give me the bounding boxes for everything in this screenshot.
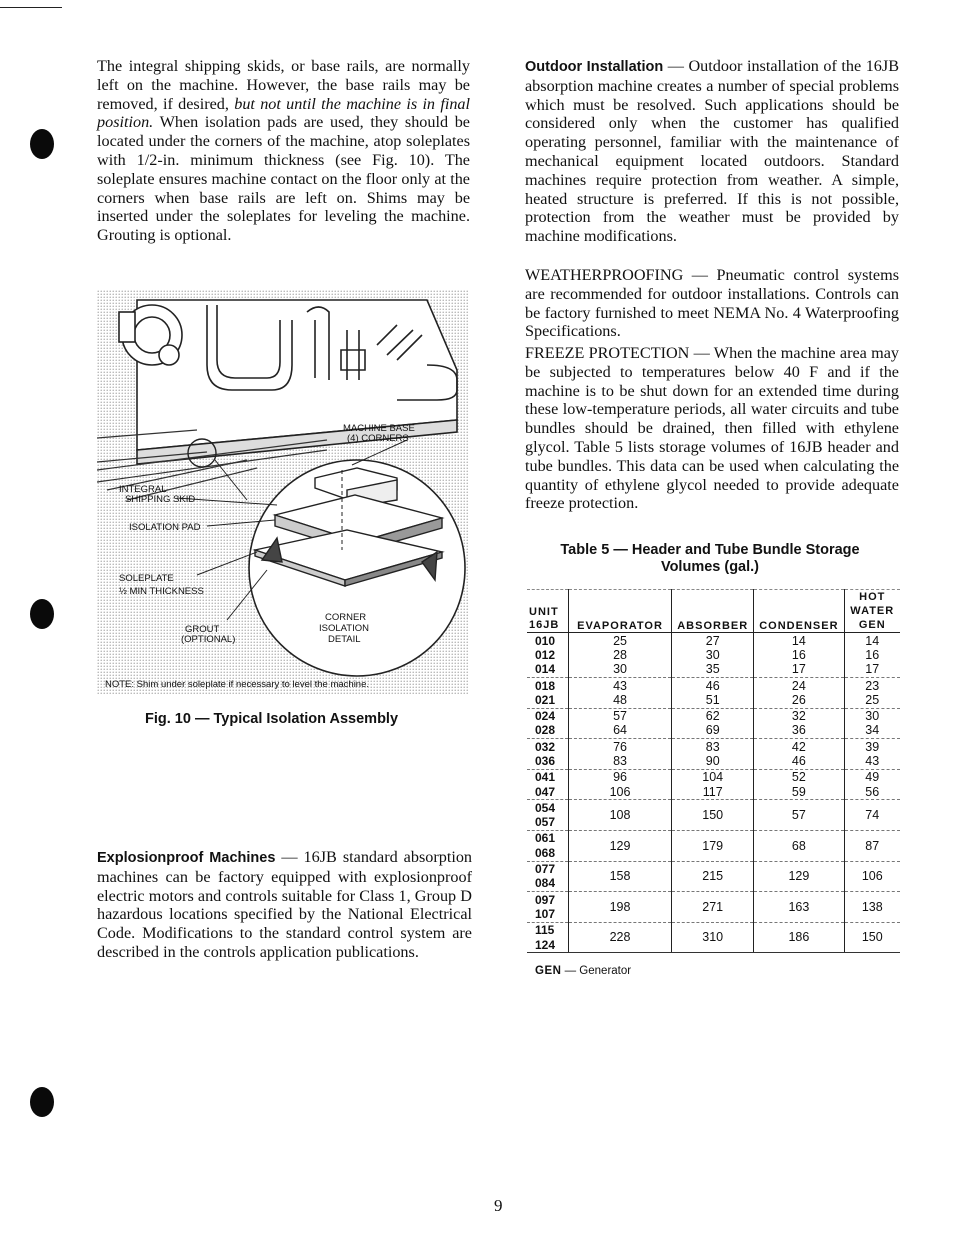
label-integral-skid-2: SHIPPING SKID [125, 494, 196, 505]
cell-absorber-value: 35 [705, 662, 720, 677]
cell-unit [527, 739, 568, 770]
cell-evaporator [568, 678, 671, 709]
figure-note: NOTE: Shim under soleplate if necessary to level the machine. [105, 679, 370, 690]
cell-hot-water-gen-value: 17 [865, 662, 880, 677]
cell-condenser-value: 14 [791, 633, 806, 648]
cell-unit-value: 047 [535, 784, 556, 799]
cell-hot-water-gen-value: 16 [865, 647, 880, 662]
top-rule [0, 7, 62, 8]
cell-absorber-value: 62 [705, 709, 720, 724]
table-row [527, 769, 900, 800]
cell-hot-water-gen [844, 861, 900, 892]
cell-hot-water-gen-value: 30 [865, 709, 880, 724]
cell-unit-value: 115 [535, 923, 555, 938]
table-row [527, 800, 900, 831]
cell-absorber-value: 310 [702, 930, 724, 945]
cell-absorber [672, 678, 754, 709]
table-row [527, 633, 900, 678]
table-row [527, 739, 900, 770]
table-row [527, 892, 900, 923]
cell-evaporator-value: 76 [613, 739, 627, 754]
cell-unit-value: 077 [535, 862, 556, 877]
cell-unit-value: 057 [535, 815, 556, 830]
cell-absorber-value: 51 [705, 692, 720, 707]
cell-evaporator-value: 57 [613, 709, 627, 724]
page-number: 9 [494, 1196, 503, 1215]
label-corner-detail-2: ISOLATION [319, 623, 369, 634]
cell-unit-value: 068 [535, 845, 556, 860]
table-title-line1: Table 5 — Header and Tube Bundle Storage [560, 542, 860, 558]
cell-condenser-value: 24 [791, 678, 806, 693]
cell-evaporator-value: 158 [609, 869, 631, 884]
cell-unit [527, 830, 568, 861]
label-grout-1: GROUT [185, 624, 220, 635]
cell-condenser-value: 16 [791, 647, 806, 662]
cell-condenser-value: 59 [791, 784, 806, 799]
cell-unit-value: 024 [535, 709, 556, 724]
cell-evaporator-value: 198 [609, 899, 631, 914]
cell-condenser-value: 26 [791, 692, 806, 707]
label-integral-skid-1: INTEGRAL [119, 484, 167, 495]
cell-condenser [754, 633, 844, 678]
cell-hot-water-gen [844, 800, 900, 831]
label-grout-2: (OPTIONAL) [181, 634, 236, 645]
cell-condenser-value: 163 [788, 899, 810, 914]
storage-volumes-table [527, 589, 900, 953]
isolation-assembly-illustration [97, 290, 469, 694]
cell-condenser [754, 708, 844, 739]
cell-absorber [672, 739, 754, 770]
cell-absorber-value: 90 [705, 753, 720, 768]
figure-caption: Fig. 10 — Typical Isolation Assembly [145, 711, 399, 727]
label-corner-detail-3: DETAIL [328, 634, 361, 645]
cell-absorber [672, 633, 754, 678]
cell-condenser [754, 739, 844, 770]
cell-condenser-value: 36 [791, 723, 806, 738]
cell-condenser-value: 68 [791, 838, 806, 853]
cell-unit-value: 010 [535, 633, 556, 648]
cell-evaporator-value: 106 [609, 784, 631, 799]
cell-evaporator [568, 633, 671, 678]
table-header-row [527, 590, 900, 633]
cell-evaporator [568, 739, 671, 770]
cell-absorber [672, 861, 754, 892]
cell-unit-value: 041 [535, 770, 556, 785]
cell-condenser-value: 186 [788, 930, 810, 945]
cell-condenser-value: 32 [791, 709, 806, 724]
outdoor-installation-paragraph [525, 57, 899, 246]
cell-absorber-value: 150 [702, 808, 724, 823]
cell-condenser [754, 678, 844, 709]
cell-unit [527, 708, 568, 739]
label-corner-detail-1: CORNER [325, 612, 367, 623]
cell-evaporator-value: 25 [613, 633, 627, 648]
cell-evaporator-value: 83 [613, 753, 627, 768]
cell-evaporator-value: 43 [613, 678, 627, 693]
cell-evaporator [568, 708, 671, 739]
cell-evaporator [568, 769, 671, 800]
cell-hot-water-gen-value: 138 [861, 899, 883, 914]
cell-unit-value: 084 [535, 876, 556, 891]
table-row [527, 922, 900, 953]
cell-unit-value: 018 [535, 678, 556, 693]
skid-text-part2: When isolation pads are used, they should be located under the corners of the machine, atop soleplates with 1/2-in. minimum thickness (see Fig. 10). The soleplate ensures machine contact on the floor only at the corners when base rails are left on. Shims may be inserted under the soleplates for leveling the machine. Grouting is optional. [97, 113, 470, 245]
cell-absorber [672, 922, 754, 953]
header-evaporator: EVAPORATOR [568, 590, 671, 633]
table-title-line2: Volumes (gal.) [660, 559, 760, 575]
cell-hot-water-gen [844, 830, 900, 861]
cell-hot-water-gen-value: 87 [865, 838, 880, 853]
cell-condenser-value: 52 [791, 770, 806, 785]
header-condenser: CONDENSER [754, 590, 844, 633]
label-soleplate: SOLEPLATE [119, 573, 174, 584]
cell-absorber-value: 215 [702, 869, 724, 884]
label-machine-base-2: (4) CORNERS [347, 433, 409, 444]
cell-unit-value: 021 [535, 692, 556, 707]
cell-unit-value: 107 [535, 906, 556, 921]
cell-evaporator [568, 922, 671, 953]
cell-evaporator [568, 800, 671, 831]
cell-evaporator-value: 228 [609, 930, 631, 945]
cell-evaporator-value: 28 [613, 647, 627, 662]
cell-hot-water-gen-value: 150 [861, 930, 883, 945]
binder-hole-middle [30, 599, 54, 629]
cell-hot-water-gen-value: 14 [865, 633, 880, 648]
cell-condenser [754, 861, 844, 892]
cell-unit-value: 032 [535, 739, 556, 754]
cell-absorber-value: 69 [705, 723, 720, 738]
outdoor-text: — Outdoor installation of the 16JB absorption machine creates a number of special problems which must be resolved. Such applications should be considered only when the customer has qualified operating personnel, familiar with the maintenance of mechanical equipment located outdoors. Standard machines require protection from weather. A simple, heated structure is preferred. If this is not possible, protection from the weather must be provided by machine modifications. [525, 57, 900, 246]
cell-hot-water-gen-value: 106 [861, 869, 883, 884]
cell-evaporator-value: 30 [613, 662, 627, 677]
cell-hot-water-gen-value: 34 [865, 723, 880, 738]
skid-paragraph [97, 57, 470, 245]
cell-absorber-value: 30 [705, 647, 720, 662]
footnote-text: — Generator [561, 965, 632, 977]
cell-condenser-value: 129 [788, 869, 810, 884]
cell-absorber-value: 104 [702, 770, 724, 785]
cell-absorber [672, 800, 754, 831]
cell-unit [527, 892, 568, 923]
label-min-thickness: ½ MIN THICKNESS [119, 586, 204, 597]
cell-evaporator-value: 64 [613, 723, 627, 738]
header-unit: UNIT 16JB [527, 590, 568, 633]
cell-hot-water-gen-value: 56 [865, 784, 880, 799]
cell-hot-water-gen [844, 633, 900, 678]
cell-absorber-value: 271 [702, 899, 724, 914]
cell-condenser-value: 57 [791, 808, 806, 823]
cell-absorber-value: 83 [705, 739, 720, 754]
cell-hot-water-gen [844, 922, 900, 953]
header-absorber: ABSORBER [672, 590, 754, 633]
cell-unit [527, 769, 568, 800]
cell-unit [527, 800, 568, 831]
label-isolation-pad: ISOLATION PAD [129, 522, 201, 533]
cell-evaporator [568, 830, 671, 861]
cell-condenser-value: 17 [791, 662, 806, 677]
cell-evaporator [568, 892, 671, 923]
label-machine-base-1: MACHINE BASE [343, 423, 415, 434]
cell-evaporator-value: 108 [609, 808, 631, 823]
cell-evaporator-value: 48 [613, 692, 627, 707]
table-row [527, 861, 900, 892]
cell-evaporator-value: 96 [613, 770, 627, 785]
cell-absorber-value: 117 [702, 784, 723, 799]
table-title [525, 542, 895, 576]
cell-unit [527, 922, 568, 953]
cell-hot-water-gen [844, 678, 900, 709]
skid-text-italic: but not until the machine is in final position. [97, 94, 471, 132]
cell-hot-water-gen [844, 708, 900, 739]
binder-hole-bottom [30, 1087, 54, 1117]
cell-absorber [672, 830, 754, 861]
explosionproof-text: — 16JB standard absorption machines can be factory equipped with explosionproof electric motors and controls suitable for Class 1, Group D hazardous locations specified by the National Electrical Code. Modifications to the standard control system are described in the controls application publications. [97, 848, 473, 961]
cell-unit-value: 014 [535, 662, 556, 677]
header-hot-water-gen: HOT WATER GEN [844, 590, 900, 633]
cell-absorber [672, 708, 754, 739]
explosionproof-heading: Explosionproof Machines [97, 850, 276, 866]
cell-hot-water-gen [844, 892, 900, 923]
cell-hot-water-gen-value: 25 [865, 692, 880, 707]
cell-unit-value: 097 [535, 892, 556, 907]
table-footnote [535, 965, 631, 977]
cell-absorber-value: 46 [705, 678, 720, 693]
cell-hot-water-gen-value: 49 [865, 770, 880, 785]
cell-evaporator [568, 861, 671, 892]
isolation-assembly-figure [97, 290, 469, 694]
cell-evaporator-value: 129 [609, 838, 631, 853]
cell-condenser [754, 769, 844, 800]
table-row [527, 830, 900, 861]
cell-unit [527, 633, 568, 678]
outdoor-heading: Outdoor Installation [525, 59, 664, 75]
weatherproofing-paragraph: WEATHERPROOFING — Pneumatic control systems are recommended for outdoor installations. Controls can be factory furnished to meet NEMA No. 4 Waterproofing Specifications. [525, 266, 899, 341]
table-row [527, 678, 900, 709]
cell-hot-water-gen-value: 74 [865, 808, 880, 823]
cell-unit-value: 054 [535, 800, 556, 815]
cell-unit-value: 061 [535, 831, 556, 846]
table-row [527, 708, 900, 739]
cell-condenser [754, 800, 844, 831]
cell-condenser [754, 830, 844, 861]
cell-condenser [754, 922, 844, 953]
cell-hot-water-gen-value: 23 [865, 678, 880, 693]
footnote-abbr: GEN [535, 965, 562, 977]
cell-unit-value: 036 [535, 753, 556, 768]
binder-hole-top [30, 129, 54, 159]
cell-unit-value: 028 [535, 723, 556, 738]
cell-hot-water-gen [844, 739, 900, 770]
cell-unit [527, 861, 568, 892]
cell-condenser-value: 46 [791, 753, 806, 768]
cell-unit [527, 678, 568, 709]
cell-absorber-value: 27 [705, 633, 720, 648]
cell-condenser [754, 892, 844, 923]
freeze-protection-paragraph: FREEZE PROTECTION — When the machine area may be subjected to temperatures below 40 F and if the machine is to be shut down for an extended time during these low-temperature periods, all water circuits and tube bundles should be drained, then filled with ethylene glycol. Table 5 lists storage volumes of 16JB header and tube bundles. This data can be used when calculating the quantity of ethylene glycol needed to provide adequate freeze protection. [525, 344, 899, 513]
table-body [527, 633, 900, 953]
cell-hot-water-gen-value: 43 [865, 753, 880, 768]
cell-absorber-value: 179 [702, 838, 724, 853]
cell-absorber [672, 892, 754, 923]
cell-condenser-value: 42 [791, 739, 806, 754]
cell-hot-water-gen-value: 39 [865, 739, 880, 754]
cell-unit-value: 124 [535, 937, 556, 952]
cell-unit-value: 012 [535, 647, 556, 662]
skid-text-part1: The integral shipping skids, or base rails, are normally left on the machine. However, the base rails may be removed, if desired, [97, 57, 470, 113]
explosionproof-paragraph [97, 848, 472, 962]
cell-absorber [672, 769, 754, 800]
cell-hot-water-gen [844, 769, 900, 800]
